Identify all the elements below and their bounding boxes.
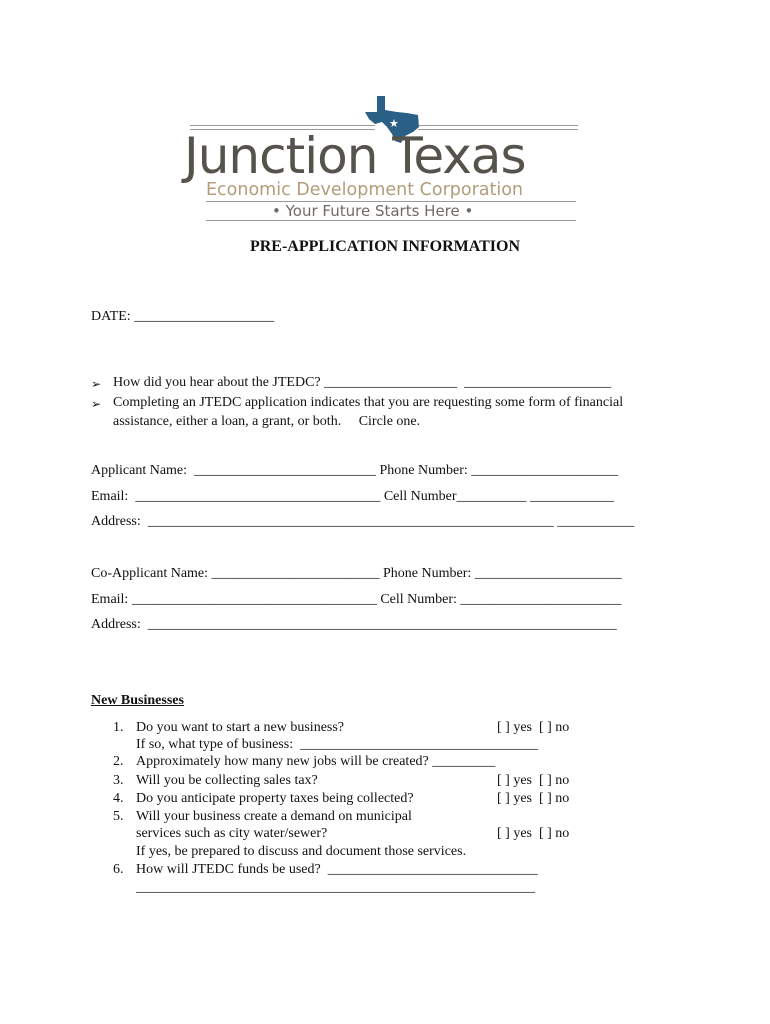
question-number: 3. <box>113 773 124 788</box>
applicant-email-cell-field[interactable]: Email: ___________________________________ Cell Number__________ ____________ <box>91 489 615 504</box>
logo-subtitle: Economic Development Corporation <box>206 180 524 200</box>
assistance-note-line1: Completing an JTEDC application indicates that you are requesting some form of financial <box>113 395 624 410</box>
question-text: Do you want to start a new business? <box>136 720 345 735</box>
question-text: If yes, be prepared to discuss and document those services. <box>136 844 467 859</box>
yes-no-choice[interactable]: [ ] yes [ ] no <box>497 773 570 788</box>
jtedc-logo <box>180 92 590 222</box>
yes-no-choice[interactable]: [ ] yes [ ] no <box>497 826 570 841</box>
co-applicant-name-phone-field[interactable]: Co-Applicant Name: ________________________ Phone Number: _____________________ <box>91 566 622 581</box>
logo-rule <box>190 125 375 126</box>
question-text: Will you be collecting sales tax? <box>136 773 318 788</box>
section-title-new-businesses: New Businesses <box>91 693 184 708</box>
page-title: PRE-APPLICATION INFORMATION <box>249 238 521 255</box>
hear-about-question[interactable]: How did you hear about the JTEDC? ___________________ _____________________ <box>113 375 612 390</box>
yes-no-choice[interactable]: [ ] yes [ ] no <box>497 720 570 735</box>
assistance-note-line2[interactable]: assistance, either a loan, a grant, or both. Circle one. <box>113 414 421 429</box>
applicant-address-field[interactable]: Address: __________________________________________________________ ___________ <box>91 514 635 529</box>
logo-tagline: • Your Future Starts Here • <box>272 202 474 220</box>
arrow-bullet-icon: ➢ <box>91 377 102 391</box>
funds-use-continuation-line[interactable]: _________________________________________________________ <box>136 880 535 895</box>
question-text: Do you anticipate property taxes being collected? <box>136 791 414 806</box>
question-text[interactable]: If so, what type of business: __________________________________ <box>136 737 539 752</box>
co-applicant-email-cell-field[interactable]: Email: ___________________________________ Cell Number: _______________________ <box>91 592 622 607</box>
co-applicant-address-field[interactable]: Address: ___________________________________________________________________ <box>91 617 617 632</box>
date-field[interactable]: DATE: ____________________ <box>91 309 275 324</box>
logo-title: Junction Texas <box>184 127 526 185</box>
applicant-name-phone-field[interactable]: Applicant Name: __________________________ Phone Number: _____________________ <box>91 463 619 478</box>
question-text[interactable]: Approximately how many new jobs will be created? _________ <box>136 754 496 769</box>
question-number: 1. <box>113 720 124 735</box>
question-text: services such as city water/sewer? <box>136 826 328 841</box>
question-text: Will your business create a demand on municipal <box>136 809 412 824</box>
logo-rule <box>418 125 578 126</box>
svg-text:★: ★ <box>389 117 399 130</box>
question-text[interactable]: How will JTEDC funds be used? ______________________________ <box>136 862 538 877</box>
question-number: 2. <box>113 754 124 769</box>
logo-rule <box>206 220 576 221</box>
question-number: 4. <box>113 791 124 806</box>
question-number: 5. <box>113 809 124 824</box>
yes-no-choice[interactable]: [ ] yes [ ] no <box>497 791 570 806</box>
question-number: 6. <box>113 862 124 877</box>
arrow-bullet-icon: ➢ <box>91 397 102 411</box>
